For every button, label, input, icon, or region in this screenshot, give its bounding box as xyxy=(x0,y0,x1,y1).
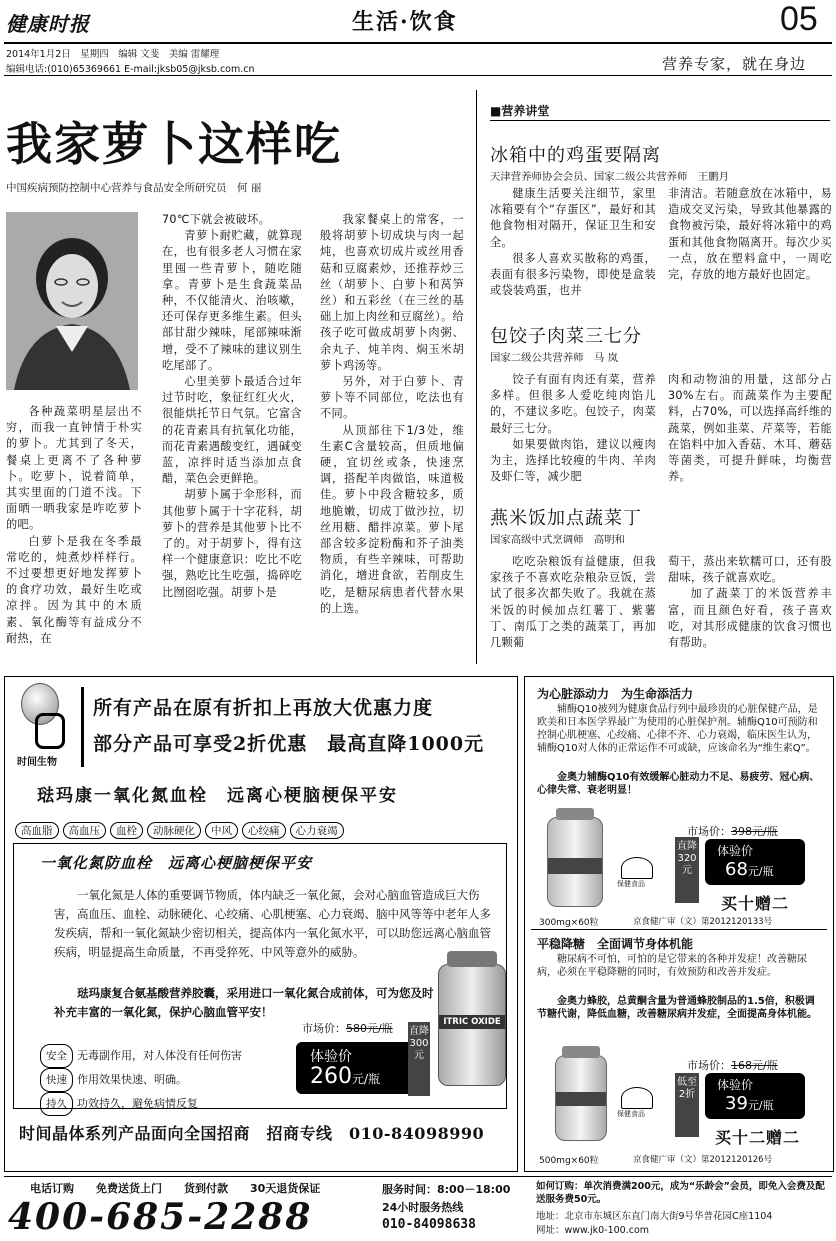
paragraph: 非清洁。若随意放在冰箱中，易造成交叉污染，导致其他暴露的食物被污染，最好将冰箱中的鸡蛋和其他食物隔离开。每次少买一点，放在塑料盒中，一周吃完，存放的地方最好也固定。 xyxy=(668,187,832,282)
market-price-value: 398元/瓶 xyxy=(731,825,778,838)
health-food-seal-icon xyxy=(621,857,653,879)
ad-body: 一氧化氮是人体的重要调节物质，体内缺乏一氧化氮，会对心脑血管造成巨大伤害，高血压、血栓、动脉硬化、心绞痛、心肌梗塞、心力衰竭、脑中风等等中老年人多发疾病，帮和一氧化氮缺少密切相关，提高体内一氧化氮水平，可以助您远离心脑血管疾病，明显提高生命质量，不再受猝死、中风等意外的威胁。 xyxy=(54,888,491,959)
sidebar-article-right xyxy=(668,554,832,651)
discount-arrow: 直降320元 xyxy=(675,837,699,903)
ad-right xyxy=(524,676,834,1172)
paragraph: 如果要做肉馅，建议以瘦肉为主，选择比较瘦的牛肉、羊肉及虾仁等，减少肥 xyxy=(490,437,656,484)
feature-text: 功效持久，避免病情反复 xyxy=(77,1097,198,1110)
product-spec: 500mg×60粒 xyxy=(539,1156,599,1166)
promo-text: 买十赠二 xyxy=(721,894,790,913)
bottle-cap xyxy=(447,951,497,967)
discount-arrow: 低至2折 xyxy=(675,1073,699,1137)
sidebar-article-left xyxy=(490,186,656,299)
symptom-pill: 高血脂 xyxy=(15,822,59,839)
exp-price-label: 体验价 xyxy=(717,1078,754,1092)
feature-item xyxy=(40,1092,242,1116)
paragraph: 胡萝卜属于伞形科，而其他萝卜属于十字花科，胡萝卜的营养是其他萝卜比不了的。对于胡萝卜，得有这样一个健康意识：吃比不吃强，熟吃比生吃强，捣碎吃比囫囵吃强。胡萝卜是 xyxy=(162,488,302,599)
page-number: 05 xyxy=(780,0,818,38)
paragraph: 另外，对于白萝卜、青萝卜等不同部位，吃法也有不同。 xyxy=(320,375,464,421)
health-food-seal-icon xyxy=(621,1087,653,1109)
ad-footer: 时间晶体系列产品面向全国招商 招商专线 010-84098990 xyxy=(19,1124,485,1143)
brand-name: 时间生物 xyxy=(17,757,57,768)
order-line: 电话订购 免费送货上门 货到付款 30天退货保证 xyxy=(30,1182,321,1195)
symptom-pill: 血栓 xyxy=(110,822,143,839)
sidebar-rule xyxy=(490,120,830,121)
sidebar-article-title: 燕米饭加点蔬菜丁 xyxy=(490,508,642,529)
bottle-label: ITRIC OXIDE xyxy=(439,1015,505,1029)
ad-right-head-1: 为心脏添动力 为生命添活力 xyxy=(537,687,694,701)
sidebar-article-title: 冰箱中的鸡蛋要隔离 xyxy=(490,145,661,166)
ad-headline-2: 部分产品可享受2折优惠 最高直降1000元 xyxy=(93,733,485,755)
market-price xyxy=(687,1057,778,1073)
paragraph: 心里美萝卜最适合过年过节时吃，象征红红火火，很能烘托节日气氛。它富含的花青素具有抗氧化功能，而花青素遇酸变红，遇碱变蓝，凉拌时适当添加点食醋，菜色会更鲜艳。 xyxy=(162,375,302,486)
sidebar-article-left xyxy=(490,372,656,485)
paragraph: 吃吃杂粮饭有益健康，但我家孩子不喜欢吃杂粮杂豆饭，尝试了很多次都失败了。我就在蒸米饭的时候加点红薯丁、紫薯丁、南瓜丁之类的蔬菜丁，再加几颗葡 xyxy=(490,555,656,650)
main-author: 中国疾病预防控制中心营养与食品安全所研究员 何 丽 xyxy=(6,182,262,194)
symptom-pill: 心绞痛 xyxy=(242,822,286,839)
bottom-rule xyxy=(4,1176,832,1177)
paragraph: 饺子有面有肉还有菜，营养多样。但很多人爱吃纯肉馅儿的，不建议多吃。包饺子，肉菜最好三七分。 xyxy=(490,373,656,435)
sidebar-article-left xyxy=(490,554,656,651)
bottle-band xyxy=(548,858,602,874)
product-bottle xyxy=(438,964,506,1086)
feature-list xyxy=(40,1044,242,1116)
market-price-label: 市场价： xyxy=(687,1059,731,1072)
exp-price-box xyxy=(705,839,805,885)
market-price-label: 市场价： xyxy=(302,1022,346,1035)
main-headline: 我家萝卜这样吃 xyxy=(6,117,342,171)
section-title: 生活·饮食 xyxy=(352,9,458,35)
bottle-band xyxy=(556,1092,606,1106)
sidebar-article-author: 国家高级中式烹调师 高明和 xyxy=(490,534,626,546)
symptom-pill: 高血压 xyxy=(63,822,107,839)
paragraph: 很多人喜欢买散称的鸡蛋，表面有很多污染物，即使是盒装或袋装鸡蛋，也并 xyxy=(490,251,656,298)
promo-text: 买十二赠二 xyxy=(715,1128,801,1147)
ad-registration: 京食健广审（文）第2012120126号 xyxy=(633,1155,773,1165)
sidebar-article-right xyxy=(668,186,832,283)
bottle-cap xyxy=(562,1046,600,1058)
hotline-label: 24小时服务热线 xyxy=(382,1201,464,1214)
brand-logo-icon xyxy=(35,713,65,749)
ad-right-body-1: 辅酶Q10被列为健康食品行列中最珍贵的心脏保健产品，是欧美和日本医学界最广为使用的心脏保护剂。辅酶Q10可预防和控制心肌梗塞、心绞痛、心律不齐、心力衰竭，临床医生认为，辅酶Q10对人体的正常运作不可或缺，应该命名为“维生素Q”。 xyxy=(537,704,818,754)
main-col-2 xyxy=(162,212,302,601)
market-price-label: 市场价： xyxy=(687,825,731,838)
seal-label: 保健食品 xyxy=(617,880,645,888)
author-photo xyxy=(6,212,138,390)
paragraph: 70℃下就会被破坏。 xyxy=(162,213,271,226)
ad-left xyxy=(4,676,518,1172)
column-divider xyxy=(476,90,477,664)
feature-tag: 持久 xyxy=(40,1092,73,1116)
main-col-1 xyxy=(6,404,142,647)
discount-arrow: 直降300元 xyxy=(408,1022,430,1096)
market-price xyxy=(302,1020,393,1036)
product-bottle xyxy=(547,817,603,907)
product-spec: 300mg×60粒 xyxy=(539,918,599,928)
market-price-value: 168元/瓶 xyxy=(731,1059,778,1072)
paragraph: 我家餐桌上的常客，一般将胡萝卜切成块与肉一起炖，也喜欢切成片或丝用香菇和豆腐素炒，还推荐炒三丝（胡萝卜、白萝卜和莴笋丝）和五彩丝（在三丝的基础上加上肉丝和豆腐丝）。给孩子吃可做成胡萝卜肉粥、余丸子、炖羊肉、焖玉米胡萝卜鸡汤等。 xyxy=(320,213,464,372)
ad-right-claim-2: 金奥力蜂胶，总黄酮含量为普通蜂胶制品的1.5倍，积极调节糖代谢，降低血糖，改善糖尿病并发症，全面提高身体机能。 xyxy=(537,996,817,1020)
ad-subhead: 一氧化氮防血栓 远离心梗脑梗保平安 xyxy=(40,854,313,872)
feature-tag: 安全 xyxy=(40,1044,73,1068)
symptom-pill: 动脉硬化 xyxy=(147,822,201,839)
paragraph: 萄干，蒸出来软糯可口，还有股甜味，孩子就喜欢吃。 xyxy=(668,555,832,585)
header-slogan: 营养专家，就在身边 xyxy=(662,55,807,73)
ad-product-line: 琺玛康一氧化氮血栓 远离心梗脑梗保平安 xyxy=(37,786,398,806)
order-website: 网址：www.jk0-100.com xyxy=(536,1225,650,1236)
exp-price-value: 260元/瓶 xyxy=(310,1064,381,1089)
main-col-3 xyxy=(320,212,464,617)
exp-price-box xyxy=(296,1042,414,1094)
masthead-logo xyxy=(6,8,90,37)
sidebar-article-author: 国家二级公共营养师 马 岚 xyxy=(490,352,618,364)
ad-inner-box xyxy=(13,843,507,1109)
bottle-cap xyxy=(556,808,594,820)
sidebar-article-right xyxy=(668,372,832,485)
sidebar-article-title: 包饺子肉菜三七分 xyxy=(490,326,642,347)
hotline-number: 010-84098638 xyxy=(382,1217,476,1232)
symptom-pill: 中风 xyxy=(205,822,238,839)
sidebar-label: ■营养讲堂 xyxy=(490,104,550,118)
order-phone: 400-685-2288 xyxy=(8,1196,313,1238)
exp-price-value: 39元/瓶 xyxy=(725,1093,774,1114)
symptom-pills xyxy=(15,819,348,839)
feature-item xyxy=(40,1068,242,1092)
exp-price-label: 体验价 xyxy=(717,844,754,858)
ad-body-2: 琺玛康复合氨基酸营养胶囊，采用进口一氧化氮合成前体，可为您及时补充丰富的一氧化氮，保护心脑血管平安！ xyxy=(54,986,434,1019)
paragraph: 健康生活要关注细节，家里冰箱要有个“存蛋区”，最好和其他食物相对隔开，保证卫生和安全。 xyxy=(490,187,656,249)
paragraph: 白萝卜是我在冬季最常吃的，炖煮炒样样行。不过要想更好地发挥萝卜的食疗功效，最好生吃或凉拌。因为其中的木质素、氧化酶等有益成分不耐热，在 xyxy=(6,534,142,645)
feature-text: 无毒副作用，对人体没有任何伤害 xyxy=(77,1049,242,1062)
paragraph: 各种蔬菜明星层出不穷，而我一直钟情于朴实的萝卜。尤其到了冬天，餐桌上更离不了各种萝卜。吃萝卜，说着简单，其实里面的门道不浅。下面晒一晒我家是咋吃萝卜的吧。 xyxy=(6,405,142,532)
feature-item xyxy=(40,1044,242,1068)
sidebar-article-author: 天津营养师协会会员、国家二级公共营养师 王鹏月 xyxy=(490,171,729,183)
paragraph: 加了蔬菜丁的米饭营养丰富，而且颜色好看，孩子喜欢吃，对其形成健康的饮食习惯也有帮助。 xyxy=(668,587,832,650)
header-rule-2 xyxy=(4,75,832,76)
ad-right-claim-1: 金奥力辅酶Q10有效缓解心脏动力不足、易疲劳、冠心病、心律失常、衰老明显！ xyxy=(537,772,820,796)
ad-right-body-2: 糖尿病不可怕，可怕的是它带来的各种并发症！改善糖尿病，必须在平稳降糖的同时，有效预防和改善并发症。 xyxy=(537,954,807,978)
ad-registration: 京食健广审（文）第2012120133号 xyxy=(633,917,773,927)
date-line: 2014年1月2日 星期四 编辑 文斐 美编 雷耀理 xyxy=(6,49,220,60)
market-price-value: 580元/瓶 xyxy=(346,1022,393,1035)
paragraph: 从顶部往下1/3处，维生素C含量较高，但质地偏硬，宜切丝或条，快速烹调，搭配羊肉做馅，味道极佳。萝卜中段含糖较多，质地脆嫩，切成丁做沙拉，切丝用糖、醋拌凉菜。萝卜尾部含较多淀粉酶和芥子油类物质，有些辛辣味，可帮助消化，增进食欲，若削皮生吃，是糖尿病患者代替水果的上选。 xyxy=(320,423,464,615)
ad-headline-1: 所有产品在原有折扣上再放大优惠力度 xyxy=(93,697,434,719)
feature-text: 作用效果快速、明确。 xyxy=(77,1073,187,1086)
ad-right-head-2: 平稳降糖 全面调节身体机能 xyxy=(537,937,694,951)
logo-text: 健康时报 xyxy=(6,12,90,36)
contact-line: 编辑电话:(010)65369661 E-mail:jksb05@jksb.com.cn xyxy=(6,64,255,75)
symptom-pill: 心力衰竭 xyxy=(290,822,344,839)
paragraph: 肉和动物油的用量，这部分占30%左右。而蔬菜作为主要配料，占70%，可以选择高纤维的蔬菜，例如韭菜、芹菜等，若能在馅料中加入香菇、木耳、蘑菇等菌类，可提升鲜味，均衡营养。 xyxy=(668,373,832,484)
ad-right-divider xyxy=(531,929,827,930)
seal-label: 保健食品 xyxy=(617,1110,645,1118)
exp-price-box xyxy=(705,1073,805,1119)
brand-divider xyxy=(81,687,84,767)
paragraph: 青萝卜耐贮藏，就算现在，也有很多老人习惯在家里囤一些青萝卜，随吃随拿。青萝卜是生食蔬菜品种，不仅能清火、治咳嗽，还可保存更多维生素。但头部甘甜少辣味，尾部辣味渐增，受不了辣味的建议别生吃尾部了。 xyxy=(162,229,302,372)
market-price xyxy=(687,823,778,839)
product-bottle xyxy=(555,1055,607,1141)
order-notice: 如何订购：单次消费满200元，成为“乐龄会”会员，即免入会费及配送服务费50元。 xyxy=(536,1181,825,1205)
service-hours: 服务时间：8:00－18:00 xyxy=(382,1183,511,1196)
exp-price-label: 体验价 xyxy=(310,1049,352,1065)
feature-tag: 快速 xyxy=(40,1068,73,1092)
order-address: 地址：北京市东城区东直门南大街9号华普花园C座1104 xyxy=(536,1211,773,1222)
header-rule xyxy=(4,42,832,44)
exp-price-value: 68元/瓶 xyxy=(725,859,774,880)
